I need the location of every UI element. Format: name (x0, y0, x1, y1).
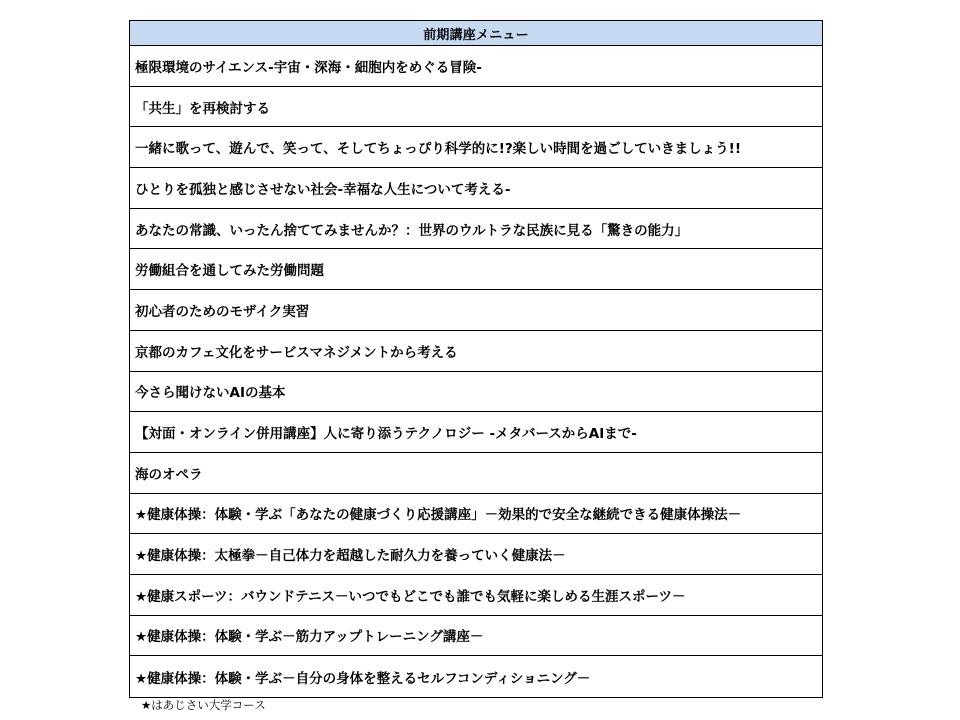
table-row: 海のオペラ (130, 453, 822, 494)
table-row: 初心者のためのモザイク実習 (130, 290, 822, 331)
table-header: 前期講座メニュー (130, 21, 822, 46)
table-row: 「共生」を再検討する (130, 87, 822, 128)
table-row: ★健康体操：体験・学ぶ－筋力アップトレーニング講座－ (130, 616, 822, 657)
footnote: ★はあじさい大学コース (141, 698, 266, 712)
table-row: 一緒に歌って、遊んで、笑って、そしてちょっぴり科学的に!?楽しい時間を過ごしていきましょう!! (130, 127, 822, 168)
table-row: 労働組合を通してみた労働問題 (130, 249, 822, 290)
table-row: ★健康体操：太極拳－自己体力を超越した耐久力を養っていく健康法－ (130, 534, 822, 575)
table-row: ★健康体操：体験・学ぶ－自分の身体を整えるセルフコンディショニング－ (135, 670, 591, 687)
table-row: 【対面・オンライン併用講座】人に寄り添うテクノロジー -メタバースからAIまで- (130, 412, 822, 453)
course-menu-table (129, 20, 823, 698)
table-row: ★健康体操：体験・学ぶ「あなたの健康づくり応援講座」－効果的で安全な継続できる健康体操法－ (130, 494, 822, 535)
table-row: 今さら聞けないAIの基本 (130, 372, 822, 413)
table-row: あなたの常識、いったん捨ててみませんか？：世界のウルトラな民族に見る「驚きの能力」 (130, 209, 822, 250)
table-row: 京都のカフェ文化をサービスマネジメントから考える (130, 331, 822, 372)
table-row: ひとりを孤独と感じさせない社会-幸福な人生について考える- (130, 168, 822, 209)
table-row: 極限環境のサイエンス-宇宙・深海・細胞内をめぐる冒険- (130, 46, 822, 87)
table-row: ★健康スポーツ：バウンドテニス－いつでもどこでも誰でも気軽に楽しめる生涯スポーツ－ (130, 575, 822, 616)
